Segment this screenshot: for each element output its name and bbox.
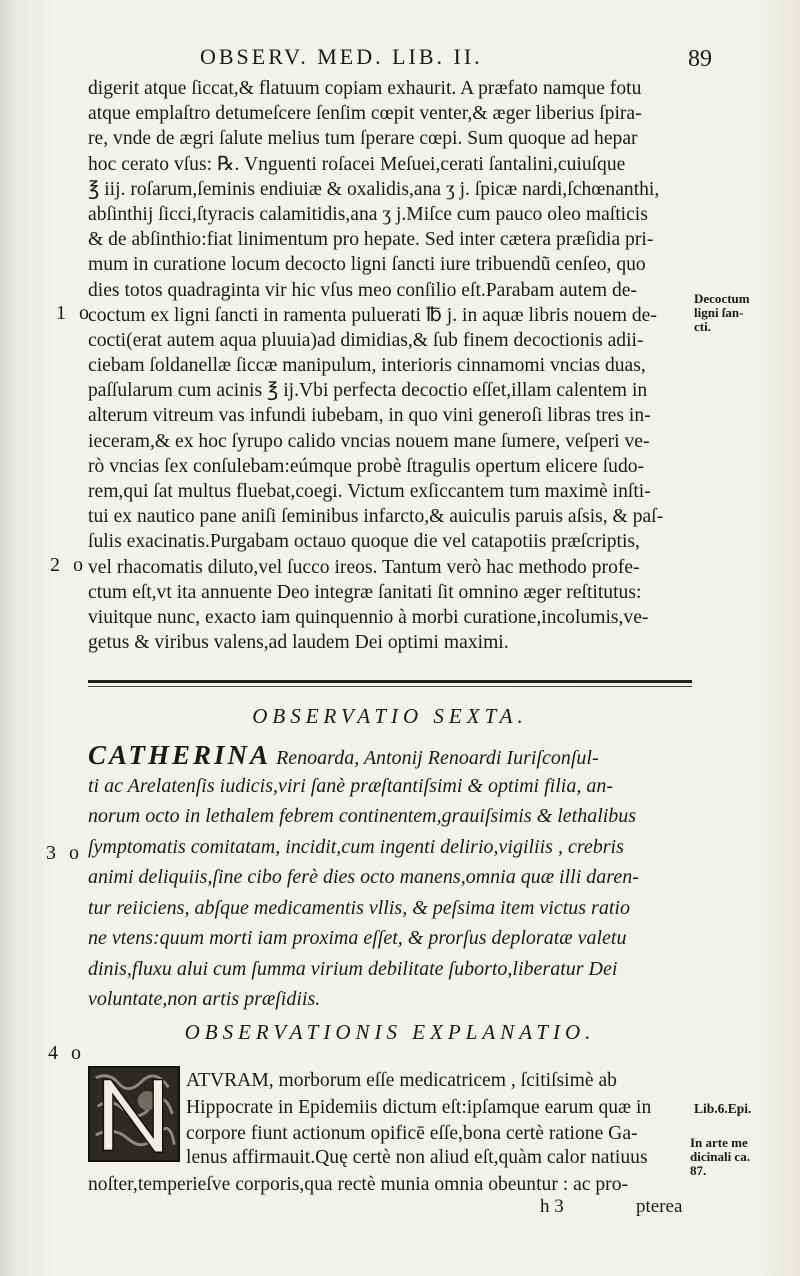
observation-line bbox=[88, 801, 692, 832]
main-text-block bbox=[88, 76, 692, 655]
section-divider bbox=[88, 680, 692, 683]
text-line: viuitque nunc, exacto iam quinquennio à morbi curatione,incolumis,ve- bbox=[88, 606, 649, 628]
observation-line bbox=[88, 862, 692, 893]
explanation-line: corpore fiunt actionum opificē eſſe,bona certè ratione Ga- bbox=[186, 1123, 638, 1144]
margin-note-lib6: Lib.6.Epi. bbox=[694, 1101, 752, 1116]
explanation-text-wide bbox=[88, 1145, 692, 1198]
observation-line-text: voluntate,non artis præſidiis. bbox=[88, 988, 321, 1010]
page-number: 89 bbox=[688, 46, 712, 72]
text-line: ctum eſt,vt ita annuente Deo integræ ſanitati ſit omnino æger reſtitutus: bbox=[88, 581, 642, 603]
observation-line-text: ſymptomatis comitatam, incidit,cum ingenti delirio,vigiliis , crebris bbox=[88, 835, 624, 858]
text-line: atque emplaſtro detumeſcere ſenſim cœpit venter,& æger liberius ſpira- bbox=[88, 103, 642, 125]
observation-line bbox=[88, 740, 692, 771]
text-line: mum in curatione locum decocto ligni ſancti iure tribuendũ cenſeo, quo bbox=[88, 254, 646, 276]
line-number-20: 2 o bbox=[50, 554, 87, 576]
text-line: ℥ iij. roſarum,ſeminis endiuiæ & oxalidis,ana ʒ j. ſpicæ nardi,ſchœnanthi, bbox=[88, 178, 660, 200]
observation-line-text: animi deliquiis,ſine cibo ferè dies octo manens,omnia quæ illi daren- bbox=[88, 866, 639, 888]
catchword: pterea bbox=[636, 1196, 683, 1217]
text-line: vel rhacomatis diluto,vel ſucco ireos. Tantum verò hac methodo profe- bbox=[88, 556, 640, 578]
section-title-explanatio: OBSERVATIONIS EXPLANATIO. bbox=[184, 1020, 596, 1044]
observation-text bbox=[88, 740, 692, 1015]
observation-line bbox=[88, 771, 692, 802]
observation-line-text: Renoarda, Antonij Renoardi Iuriſconſul- bbox=[271, 747, 599, 769]
text-line: hoc cerato vſus: ℞. Vnguenti roſacei Meſuei,cerati ſantalini,cuiuſque bbox=[88, 153, 626, 175]
text-line: rem,qui ſat multus fluebat,coegi. Victum exſiccantem tum maximè inſti- bbox=[88, 481, 651, 502]
text-line: & de abſinthio:fiat linimentum pro hepate. Sed inter cætera præſidia pri- bbox=[88, 229, 654, 251]
text-line: dies totos quadraginta vir hic vſus meo conſilio eſt.Parabam autem de- bbox=[88, 279, 638, 301]
explanation-line: Hippocrate in Epidemiis dictum eſt:ipſamque earum quæ in bbox=[186, 1096, 652, 1118]
text-line: ieceram,& ex hoc ſyrupo calido vncias nouem mane ſumere, veſperi ve- bbox=[88, 430, 650, 452]
text-line: cocti(erat autem aqua pluuia)ad dimidias,& ſub finem decoctionis adii- bbox=[88, 329, 644, 351]
patient-name: CATHERINA bbox=[88, 740, 272, 770]
text-line: tui ex nautico pane aniſi ſeminibus infarcto,& auiculis paruis aſsis, & paſ- bbox=[88, 506, 664, 528]
section-divider-thin bbox=[88, 686, 692, 687]
running-title: OBSERV. MED. LIB. II. bbox=[200, 44, 483, 69]
explanation-line: ATVRAM, morborum eſſe medicatricem , ſcitiſsimè ab bbox=[186, 1070, 617, 1091]
observation-line bbox=[88, 893, 692, 924]
observation-line bbox=[88, 923, 692, 954]
margin-note-arte: In arte me dicinali ca. 87. bbox=[690, 1135, 750, 1178]
text-line: re, vnde de ægri ſalute melius tum ſperare cœpi. Sum quoque ad hepar bbox=[88, 128, 638, 150]
text-line: digerit atque ſiccat,& flatuum copiam exhaurit. A præfato namque fotu bbox=[88, 78, 642, 99]
text-line: ciebam ſoldanellæ ſiccæ manipulum, interioris cinnamomi vncias duas, bbox=[88, 355, 646, 377]
signature-mark: h 3 bbox=[540, 1196, 564, 1217]
explanation-line: lenus affirmauit.Quę certè non aliud eſt,quàm calor natiuus bbox=[186, 1147, 648, 1168]
observation-line-text: tur reiiciens, abſque medicamentis vllis, & peſsima item victus ratio bbox=[88, 896, 630, 919]
text-line: alterum vitreum vas infundi iubebam, in quo vini generoſi libras tres in- bbox=[88, 405, 651, 427]
text-line: ſulis exacinatis.Purgabam octauo quoque die vel catapotiis præſcriptis, bbox=[88, 531, 640, 553]
text-line: coctum ex ligni ſancti in ramenta puluerati ℔ j. in aquæ libris nouem de- bbox=[88, 304, 657, 326]
observation-line-text: ti ac Arelatenſis iudicis,viri ſanè præſtantiſsimi & optimi filia, an- bbox=[88, 774, 613, 797]
observation-line bbox=[88, 832, 692, 863]
section-title-observatio-sexta: OBSERVATIO SEXTA. bbox=[252, 704, 528, 728]
observation-line bbox=[88, 954, 692, 985]
text-line: rò vncias ſex conſulebam:eúmque probè ſtragulis opertum elicere ſudo- bbox=[88, 455, 645, 477]
text-line: getus & viribus valens,ad laudem Dei optimi maximi. bbox=[88, 632, 509, 654]
observation-line-text: dinis,fluxu alui cum ſumma virium debilitate ſuborto,liberatur Dei bbox=[88, 957, 618, 980]
text-line: abſinthij ſicci,ſtyracis calamitidis,ana ʒ j.Miſce cum pauco oleo maſticis bbox=[88, 203, 648, 225]
margin-note-decoctum: Decoctum ligni ſan- cti. bbox=[694, 291, 750, 334]
text-line: paſſularum cum acinis ℥ ij.Vbi perfecta decoctio eſſet,illam calentem in bbox=[88, 380, 648, 402]
observation-line-text: ne vtens:quum morti iam proxima eſſet, & prorſus deploratæ valetu bbox=[88, 927, 627, 949]
line-number-10: 1 o bbox=[56, 302, 93, 324]
line-number-30: 3 o bbox=[46, 842, 83, 864]
line-number-40: 4 o bbox=[48, 1042, 85, 1064]
observation-line-text: norum octo in lethalem febrem continentem,grauiſsimis & lethalibus bbox=[88, 805, 637, 827]
explanation-line: noſter,temperieſve corporis,qua rectè munia omnia obeuntur : ac pro- bbox=[88, 1173, 629, 1195]
observation-line bbox=[88, 984, 692, 1015]
explanation-text bbox=[186, 1068, 692, 1148]
